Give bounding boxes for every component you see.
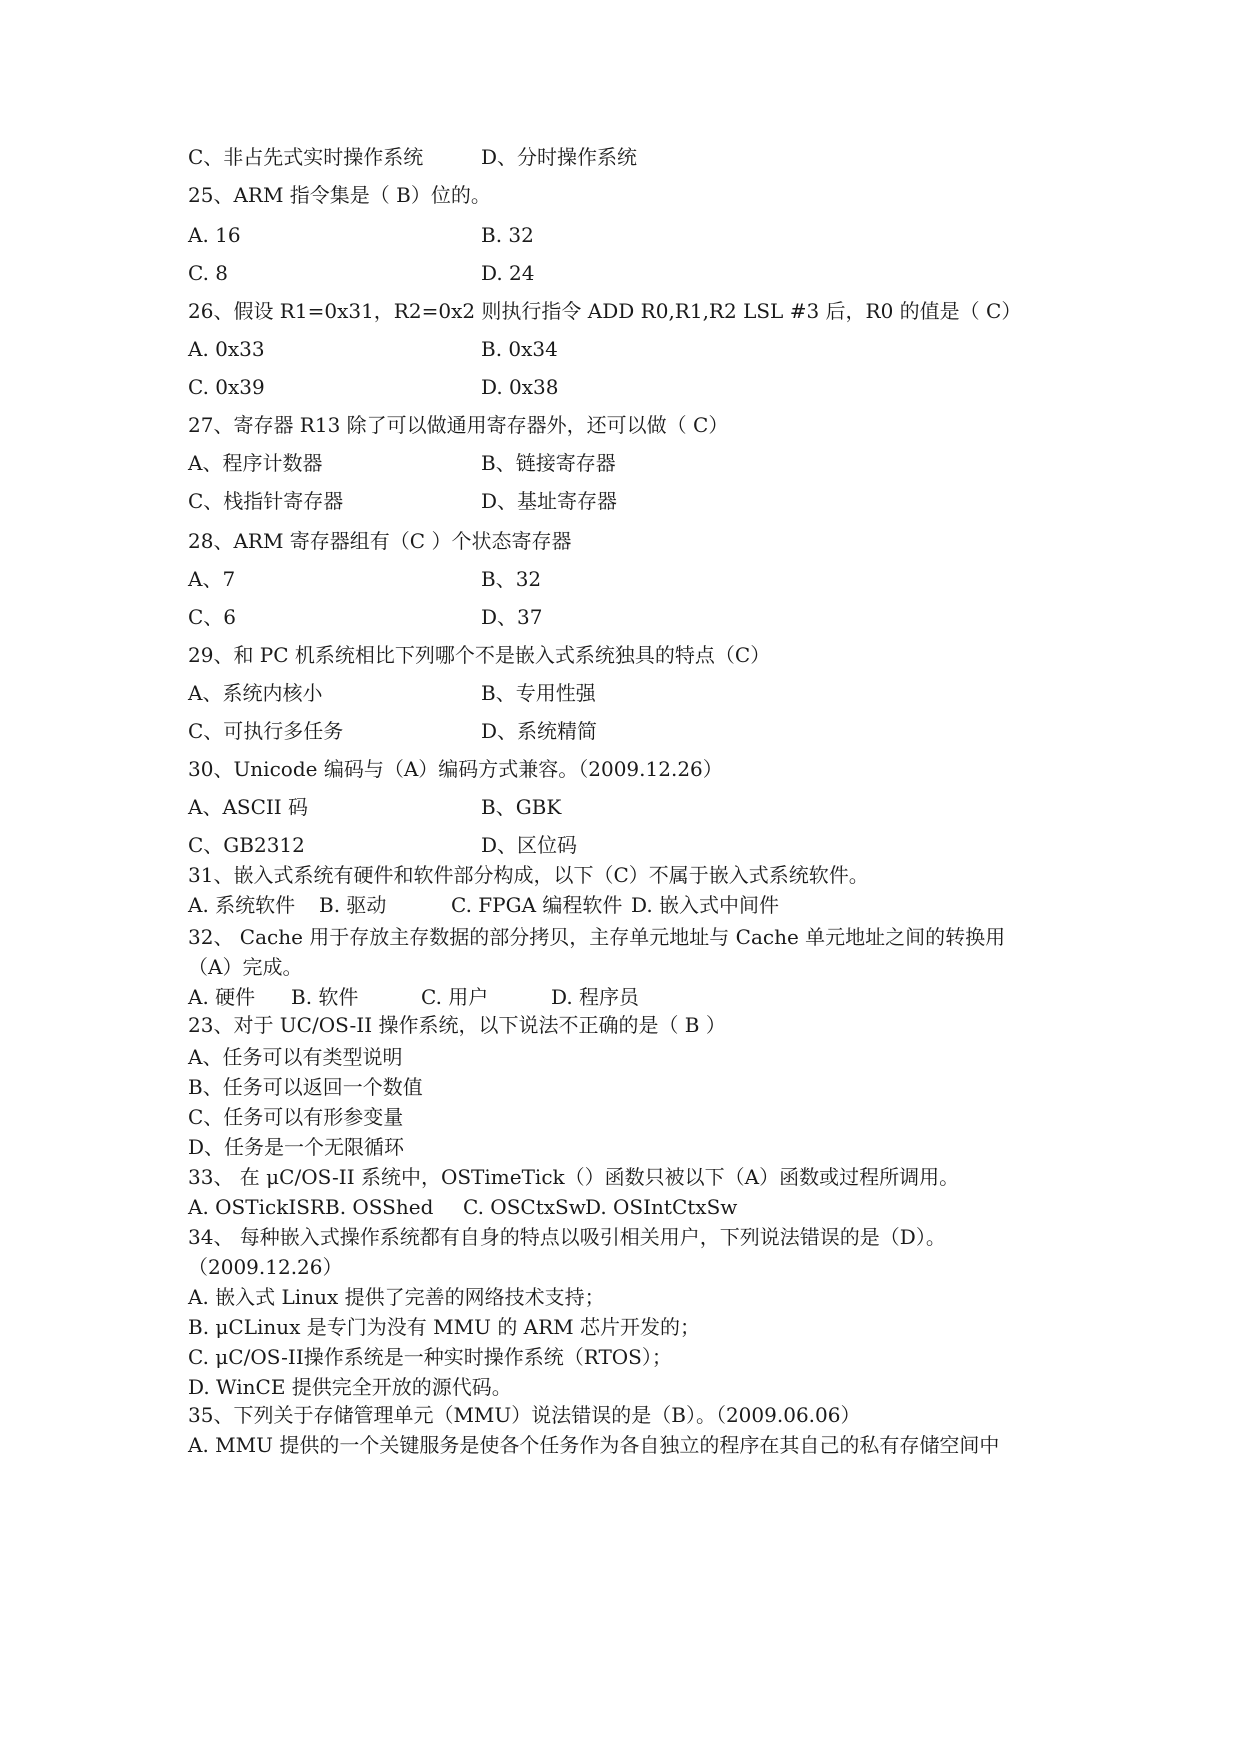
option-text: D、基址寄存器	[481, 489, 618, 513]
line-text: （2009.12.26）	[188, 1255, 343, 1279]
option-text: C、栈指针寄存器	[188, 489, 344, 513]
line-text: B. μCLinux 是专门为没有 MMU 的 ARM 芯片开发的；	[188, 1315, 701, 1339]
line-text: 28、ARM 寄存器组有（C ）个状态寄存器	[188, 529, 572, 553]
option-text: C. FPGA 编程软件	[451, 893, 623, 917]
line-text: A、任务可以有类型说明	[188, 1045, 403, 1069]
option-text: B. 软件	[291, 985, 359, 1009]
option-text: A、程序计数器	[188, 451, 323, 475]
option-text: C. 用户	[421, 985, 489, 1009]
option-text: B. 0x34	[481, 337, 558, 361]
line-text: D、任务是一个无限循环	[188, 1135, 405, 1159]
line-text: 33、 在 μC/OS-II 系统中，OSTimeTick（）函数只被以下（A）函数或过程所调用。	[188, 1165, 960, 1189]
line-text: 27、寄存器 R13 除了可以做通用寄存器外，还可以做（ C）	[188, 413, 729, 437]
option-text: A. 16	[188, 223, 241, 247]
option-text: B、专用性强	[481, 681, 596, 705]
option-text: B. OSShed	[325, 1195, 434, 1219]
option-text: C、非占先式实时操作系统	[188, 145, 424, 169]
line-text: C. μC/OS-II操作系统是一种实时操作系统（RTOS）；	[188, 1345, 672, 1369]
option-text: B、链接寄存器	[481, 451, 616, 475]
line-text: C、任务可以有形参变量	[188, 1105, 404, 1129]
line-text: 30、Unicode 编码与（A）编码方式兼容。（2009.12.26）	[188, 757, 723, 781]
line-text: D. WinCE 提供完全开放的源代码。	[188, 1375, 512, 1399]
option-text: C、6	[188, 605, 237, 629]
option-text: A. 系统软件	[188, 893, 296, 917]
line-text: 29、和 PC 机系统相比下列哪个不是嵌入式系统独具的特点（C）	[188, 643, 771, 667]
option-text: B、32	[481, 567, 542, 591]
option-text: D. 24	[481, 261, 535, 285]
line-text: 31、嵌入式系统有硬件和软件部分构成，以下（C）不属于嵌入式系统软件。	[188, 863, 869, 887]
option-text: D、37	[481, 605, 543, 629]
option-text: D. 0x38	[481, 375, 559, 399]
option-text: A. OSTickISR	[188, 1195, 325, 1219]
option-text: A、7	[188, 567, 236, 591]
option-text: B、GBK	[481, 795, 562, 819]
option-text: D、区位码	[481, 833, 578, 857]
option-text: D、分时操作系统	[481, 145, 638, 169]
option-text: A. 0x33	[188, 337, 265, 361]
line-text: A. 嵌入式 Linux 提供了完善的网络技术支持；	[188, 1285, 605, 1309]
line-text: 25、ARM 指令集是（ B）位的。	[188, 183, 491, 207]
option-text: A. 硬件	[188, 985, 256, 1009]
option-text: A、ASCII 码	[188, 795, 309, 819]
option-text: C、可执行多任务	[188, 719, 344, 743]
line-text: 32、 Cache 用于存放主存数据的部分拷贝，主存单元地址与 Cache 单元地址之间的转换用	[188, 925, 1006, 949]
option-text: C. 0x39	[188, 375, 265, 399]
option-text: A、系统内核小	[188, 681, 323, 705]
option-text: C. OSCtxSw	[463, 1195, 586, 1219]
line-text: 26、假设 R1=0x31，R2=0x2 则执行指令 ADD R0,R1,R2 LSL #3 后，R0 的值是（ C）	[188, 299, 1022, 323]
option-text: D、系统精简	[481, 719, 598, 743]
option-text: B. 驱动	[319, 893, 387, 917]
line-text: （A）完成。	[188, 955, 303, 979]
option-text: D. OSIntCtxSw	[585, 1195, 738, 1219]
line-text: B、任务可以返回一个数值	[188, 1075, 423, 1099]
option-text: B. 32	[481, 223, 534, 247]
option-text: D. 程序员	[551, 985, 640, 1009]
option-text: D. 嵌入式中间件	[631, 893, 780, 917]
line-text: A. MMU 提供的一个关键服务是使各个任务作为各自独立的程序在其自己的私有存储空间中	[188, 1433, 1000, 1457]
option-text: C、GB2312	[188, 833, 305, 857]
line-text: 34、 每种嵌入式操作系统都有自身的特点以吸引相关用户，下列说法错误的是（D）。	[188, 1225, 946, 1249]
line-text: 35、下列关于存储管理单元（MMU）说法错误的是（B）。（2009.06.06）	[188, 1403, 861, 1427]
option-text: C. 8	[188, 261, 229, 285]
line-text: 23、对于 UC/OS-II 操作系统，以下说法不正确的是（ B ）	[188, 1013, 726, 1037]
